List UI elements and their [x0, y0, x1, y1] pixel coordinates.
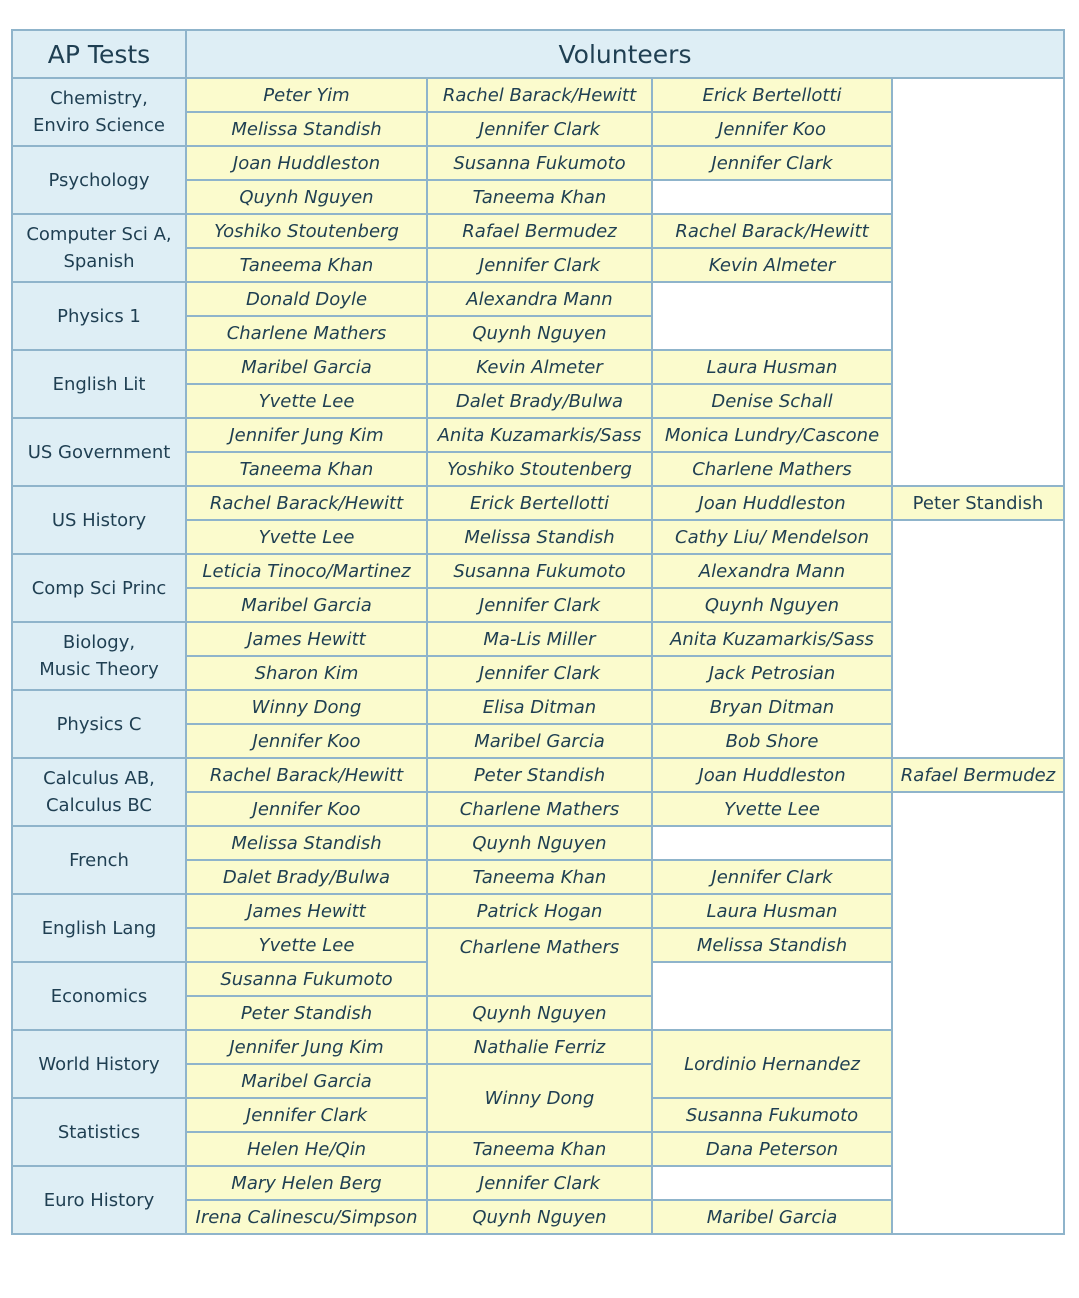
volunteer-cell: Peter Yim	[186, 78, 427, 112]
volunteer-cell: Quynh Nguyen	[427, 316, 652, 350]
ap-tests-header: AP Tests	[12, 30, 186, 78]
subject-cell: US History	[12, 486, 186, 554]
volunteer-cell: Yvette Lee	[652, 792, 892, 826]
volunteer-cell: Joan Huddleston	[652, 758, 892, 792]
empty-cell	[892, 1064, 1064, 1098]
subject-cell: US Government	[12, 418, 186, 486]
subject-cell: Chemistry, Enviro Science	[12, 78, 186, 146]
volunteer-cell: Taneema Khan	[427, 860, 652, 894]
volunteer-cell: Maribel Garcia	[652, 1200, 892, 1234]
volunteer-cell: Monica Lundry/Cascone	[652, 418, 892, 452]
volunteer-cell: Jack Petrosian	[652, 656, 892, 690]
empty-cell	[892, 520, 1064, 554]
volunteer-cell: Susanna Fukumoto	[186, 962, 427, 996]
subject-cell: Psychology	[12, 146, 186, 214]
empty-cell	[892, 724, 1064, 758]
empty-cell	[892, 860, 1064, 894]
volunteer-cell: Kevin Almeter	[652, 248, 892, 282]
volunteer-cell: Taneema Khan	[186, 248, 427, 282]
volunteer-schedule-table	[11, 29, 1065, 1235]
table-row	[12, 78, 1064, 112]
volunteer-cell: Erick Bertellotti	[427, 486, 652, 520]
empty-cell	[892, 180, 1064, 214]
empty-cell	[892, 384, 1064, 418]
table-row	[12, 894, 1064, 928]
empty-cell	[892, 146, 1064, 180]
subject-cell: World History	[12, 1030, 186, 1098]
empty-cell	[652, 962, 892, 1030]
table-row	[12, 1030, 1064, 1064]
empty-cell	[652, 180, 892, 214]
empty-cell	[892, 1030, 1064, 1064]
volunteer-cell: Nathalie Ferriz	[427, 1030, 652, 1064]
empty-cell	[892, 418, 1064, 452]
volunteer-cell: Peter Standish	[186, 996, 427, 1030]
subject-cell: Economics	[12, 962, 186, 1030]
subject-cell: Comp Sci Princ	[12, 554, 186, 622]
subject-cell: Euro History	[12, 1166, 186, 1234]
subject-cell: Biology, Music Theory	[12, 622, 186, 690]
volunteer-cell: Sharon Kim	[186, 656, 427, 690]
subject-cell: Statistics	[12, 1098, 186, 1166]
volunteer-cell: Yvette Lee	[186, 520, 427, 554]
empty-cell	[892, 214, 1064, 248]
volunteer-cell: Charlene Mathers	[652, 452, 892, 486]
volunteer-cell: Maribel Garcia	[186, 350, 427, 384]
subject-cell: Physics C	[12, 690, 186, 758]
empty-cell	[892, 894, 1064, 928]
volunteer-cell: Maribel Garcia	[186, 588, 427, 622]
volunteer-cell: Taneema Khan	[427, 1132, 652, 1166]
volunteer-cell: Taneema Khan	[427, 180, 652, 214]
volunteer-cell: Anita Kuzamarkis/Sass	[427, 418, 652, 452]
table-row	[12, 282, 1064, 316]
volunteer-cell: Maribel Garcia	[427, 724, 652, 758]
subject-cell: English Lang	[12, 894, 186, 962]
volunteer-cell: Patrick Hogan	[427, 894, 652, 928]
empty-cell	[892, 656, 1064, 690]
volunteer-cell: Quynh Nguyen	[427, 826, 652, 860]
empty-cell	[892, 316, 1064, 350]
table-row	[12, 418, 1064, 452]
volunteer-cell: Lordinio Hernandez	[652, 1030, 892, 1098]
empty-cell	[892, 554, 1064, 588]
empty-cell	[892, 248, 1064, 282]
volunteer-cell: Susanna Fukumoto	[427, 554, 652, 588]
empty-cell	[652, 826, 892, 860]
volunteer-cell: Alexandra Mann	[427, 282, 652, 316]
table-row	[12, 146, 1064, 180]
empty-cell	[892, 112, 1064, 146]
volunteer-cell: Joan Huddleston	[186, 146, 427, 180]
volunteer-cell: Melissa Standish	[427, 520, 652, 554]
table-row	[12, 690, 1064, 724]
volunteer-cell: Susanna Fukumoto	[652, 1098, 892, 1132]
table-row	[12, 554, 1064, 588]
empty-cell	[892, 1200, 1064, 1234]
subject-cell: Physics 1	[12, 282, 186, 350]
volunteer-cell: Anita Kuzamarkis/Sass	[652, 622, 892, 656]
volunteer-cell: Jennifer Koo	[186, 792, 427, 826]
volunteer-cell: Leticia Tinoco/Martinez	[186, 554, 427, 588]
volunteer-cell: Elisa Ditman	[427, 690, 652, 724]
volunteer-cell: Rafael Bermudez	[892, 758, 1064, 792]
volunteer-cell: Melissa Standish	[186, 112, 427, 146]
volunteer-cell: Yoshiko Stoutenberg	[186, 214, 427, 248]
volunteer-cell: Winny Dong	[186, 690, 427, 724]
volunteer-cell: Jennifer Clark	[427, 656, 652, 690]
volunteer-cell: Charlene Mathers	[427, 928, 652, 996]
volunteer-cell: Rachel Barack/Hewitt	[186, 486, 427, 520]
empty-cell	[892, 690, 1064, 724]
empty-cell	[892, 350, 1064, 384]
volunteer-cell: Melissa Standish	[652, 928, 892, 962]
empty-cell	[892, 622, 1064, 656]
volunteer-cell: Maribel Garcia	[186, 1064, 427, 1098]
header-row	[12, 30, 1064, 78]
volunteer-cell: Taneema Khan	[186, 452, 427, 486]
volunteer-cell: Winny Dong	[427, 1064, 652, 1132]
volunteer-cell: Jennifer Jung Kim	[186, 418, 427, 452]
volunteers-header: Volunteers	[186, 30, 1064, 78]
volunteer-cell: Dana Peterson	[652, 1132, 892, 1166]
volunteer-cell: Dalet Brady/Bulwa	[427, 384, 652, 418]
empty-cell	[892, 78, 1064, 112]
volunteer-cell: Dalet Brady/Bulwa	[186, 860, 427, 894]
empty-cell	[892, 1098, 1064, 1132]
volunteer-cell: Melissa Standish	[186, 826, 427, 860]
volunteer-cell: Rachel Barack/Hewitt	[427, 78, 652, 112]
empty-cell	[892, 282, 1064, 316]
volunteer-cell: James Hewitt	[186, 894, 427, 928]
subject-cell: English Lit	[12, 350, 186, 418]
volunteer-cell: Susanna Fukumoto	[427, 146, 652, 180]
empty-cell	[652, 282, 892, 350]
volunteer-cell: Kevin Almeter	[427, 350, 652, 384]
volunteer-cell: Mary Helen Berg	[186, 1166, 427, 1200]
volunteer-cell: Yvette Lee	[186, 384, 427, 418]
volunteer-cell: Laura Husman	[652, 894, 892, 928]
empty-cell	[892, 588, 1064, 622]
volunteer-cell: Jennifer Clark	[427, 112, 652, 146]
volunteer-cell: Quynh Nguyen	[652, 588, 892, 622]
volunteer-cell: Helen He/Qin	[186, 1132, 427, 1166]
volunteer-cell: Rafael Bermudez	[427, 214, 652, 248]
volunteer-cell: Alexandra Mann	[652, 554, 892, 588]
volunteer-cell: Jennifer Koo	[652, 112, 892, 146]
volunteer-cell: Rachel Barack/Hewitt	[652, 214, 892, 248]
volunteer-cell: Bryan Ditman	[652, 690, 892, 724]
volunteer-cell: Charlene Mathers	[186, 316, 427, 350]
volunteer-cell: Jennifer Koo	[186, 724, 427, 758]
volunteer-cell: Charlene Mathers	[427, 792, 652, 826]
volunteer-cell: Denise Schall	[652, 384, 892, 418]
empty-cell	[892, 1132, 1064, 1166]
subject-cell: Computer Sci A, Spanish	[12, 214, 186, 282]
volunteer-cell: Peter Standish	[427, 758, 652, 792]
volunteer-cell: Jennifer Clark	[652, 860, 892, 894]
volunteer-cell: Laura Husman	[652, 350, 892, 384]
empty-cell	[892, 928, 1064, 962]
volunteer-cell: Quynh Nguyen	[427, 996, 652, 1030]
table-row	[12, 350, 1064, 384]
subject-cell: French	[12, 826, 186, 894]
volunteer-cell: Jennifer Clark	[427, 1166, 652, 1200]
volunteer-cell: Ma-Lis Miller	[427, 622, 652, 656]
empty-cell	[652, 1166, 892, 1200]
volunteer-cell: Yvette Lee	[186, 928, 427, 962]
volunteer-cell: Joan Huddleston	[652, 486, 892, 520]
volunteer-cell: Jennifer Clark	[652, 146, 892, 180]
volunteer-cell: James Hewitt	[186, 622, 427, 656]
volunteer-cell: Jennifer Clark	[427, 248, 652, 282]
table-row	[12, 214, 1064, 248]
table-row	[12, 758, 1064, 792]
table-row	[12, 826, 1064, 860]
volunteer-cell: Erick Bertellotti	[652, 78, 892, 112]
volunteer-cell: Quynh Nguyen	[427, 1200, 652, 1234]
empty-cell	[892, 996, 1064, 1030]
table-row	[12, 486, 1064, 520]
volunteer-cell: Jennifer Clark	[427, 588, 652, 622]
empty-cell	[892, 452, 1064, 486]
volunteer-cell: Jennifer Clark	[186, 1098, 427, 1132]
volunteer-cell: Quynh Nguyen	[186, 180, 427, 214]
table-row	[12, 1166, 1064, 1200]
volunteer-cell: Irena Calinescu/Simpson	[186, 1200, 427, 1234]
empty-cell	[892, 1166, 1064, 1200]
volunteer-cell: Yoshiko Stoutenberg	[427, 452, 652, 486]
volunteer-cell: Bob Shore	[652, 724, 892, 758]
volunteer-cell: Donald Doyle	[186, 282, 427, 316]
volunteer-cell: Peter Standish	[892, 486, 1064, 520]
subject-cell: Calculus AB, Calculus BC	[12, 758, 186, 826]
empty-cell	[892, 792, 1064, 826]
empty-cell	[892, 962, 1064, 996]
volunteer-cell: Jennifer Jung Kim	[186, 1030, 427, 1064]
empty-cell	[892, 826, 1064, 860]
table-row	[12, 622, 1064, 656]
volunteer-cell: Rachel Barack/Hewitt	[186, 758, 427, 792]
volunteer-cell: Cathy Liu/ Mendelson	[652, 520, 892, 554]
